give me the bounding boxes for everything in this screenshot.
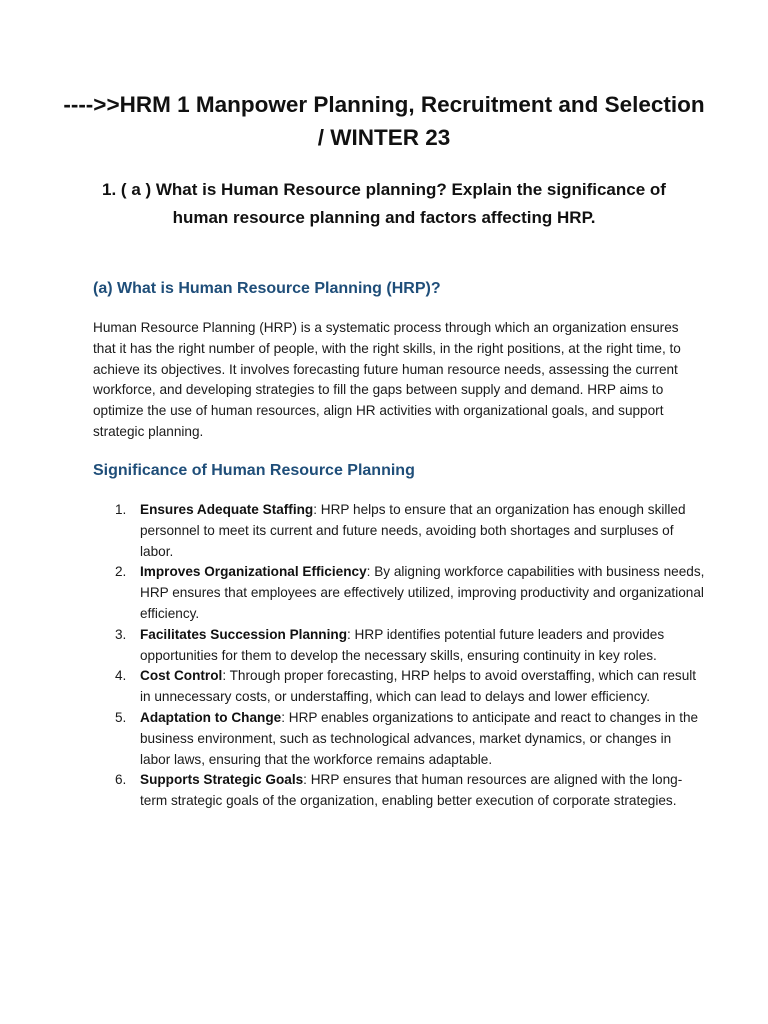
hrp-definition-paragraph: Human Resource Planning (HRP) is a systematic process through which an organization ensures that it has the right number of people, with the right skills, in the right positions, at the right time, to achieve its objectives. It involves forecasting future human resource needs, assessing the current workforce, and developing strategies to fill the gaps between supply and demand. HRP aims to optimize the use of human resources, align HR activities with organizational goals, and support strategic planning. (93, 320, 681, 439)
list-item-term: Cost Control (140, 668, 223, 684)
list-item-term: Adaptation to Change (140, 709, 282, 725)
list-item-number: 2. (115, 564, 127, 580)
list-item-text: : HRP ensures that human resources are aligned with the long-term strategic goals of the organization, enabling better execution of corporate strategies. (140, 772, 683, 809)
list-item-number: 5. (115, 709, 127, 725)
question-heading: 1. ( a ) What is Human Resource planning? Explain the significance of human resource planning and factors affecting HRP. (102, 180, 666, 227)
list-item-text: : HRP enables organizations to anticipate and react to changes in the business environment, such as technological advances, market dynamics, or changes in labor laws, ensuring that the workforce remains adaptable. (140, 709, 699, 767)
list-item-number: 3. (115, 626, 127, 642)
significance-heading: Significance of Human Resource Planning (93, 462, 415, 479)
document-title: ---->>HRM 1 Manpower Planning, Recruitment and Selection / WINTER 23 (63, 92, 705, 150)
list-item-term: Facilitates Succession Planning (140, 626, 347, 642)
list-item (93, 770, 705, 812)
list-item-number: 1. (115, 502, 127, 517)
list-item (93, 500, 705, 562)
list-item-text: : HRP identifies potential future leaders and provides opportunities for them to develop the necessary skills, ensuring continuity in key roles. (140, 626, 665, 663)
significance-list (93, 500, 705, 812)
list-item-text: : By aligning workforce capabilities with business needs, HRP ensures that employees are effectively utilized, improving productivity and organizational efficiency. (140, 564, 705, 621)
list-item (93, 666, 705, 708)
list-item-term: Supports Strategic Goals (140, 772, 304, 788)
list-item (93, 562, 705, 624)
list-item-term: Improves Organizational Efficiency (140, 564, 367, 580)
list-item-number: 4. (115, 668, 127, 684)
list-item (93, 625, 705, 667)
list-item-number: 6. (115, 772, 127, 788)
list-item-text: : Through proper forecasting, HRP helps to avoid overstaffing, which can result in unnecessary costs, or understaffing, which can lead to delays and lower efficiency. (140, 668, 697, 705)
section-a-heading: (a) What is Human Resource Planning (HRP)? (93, 280, 441, 297)
list-item-text: : HRP helps to ensure that an organization has enough skilled personnel to meet its current and future needs, avoiding both shortages and surpluses of labor. (140, 502, 686, 559)
list-item-term: Ensures Adequate Staffing (140, 502, 314, 517)
list-item (93, 708, 705, 770)
